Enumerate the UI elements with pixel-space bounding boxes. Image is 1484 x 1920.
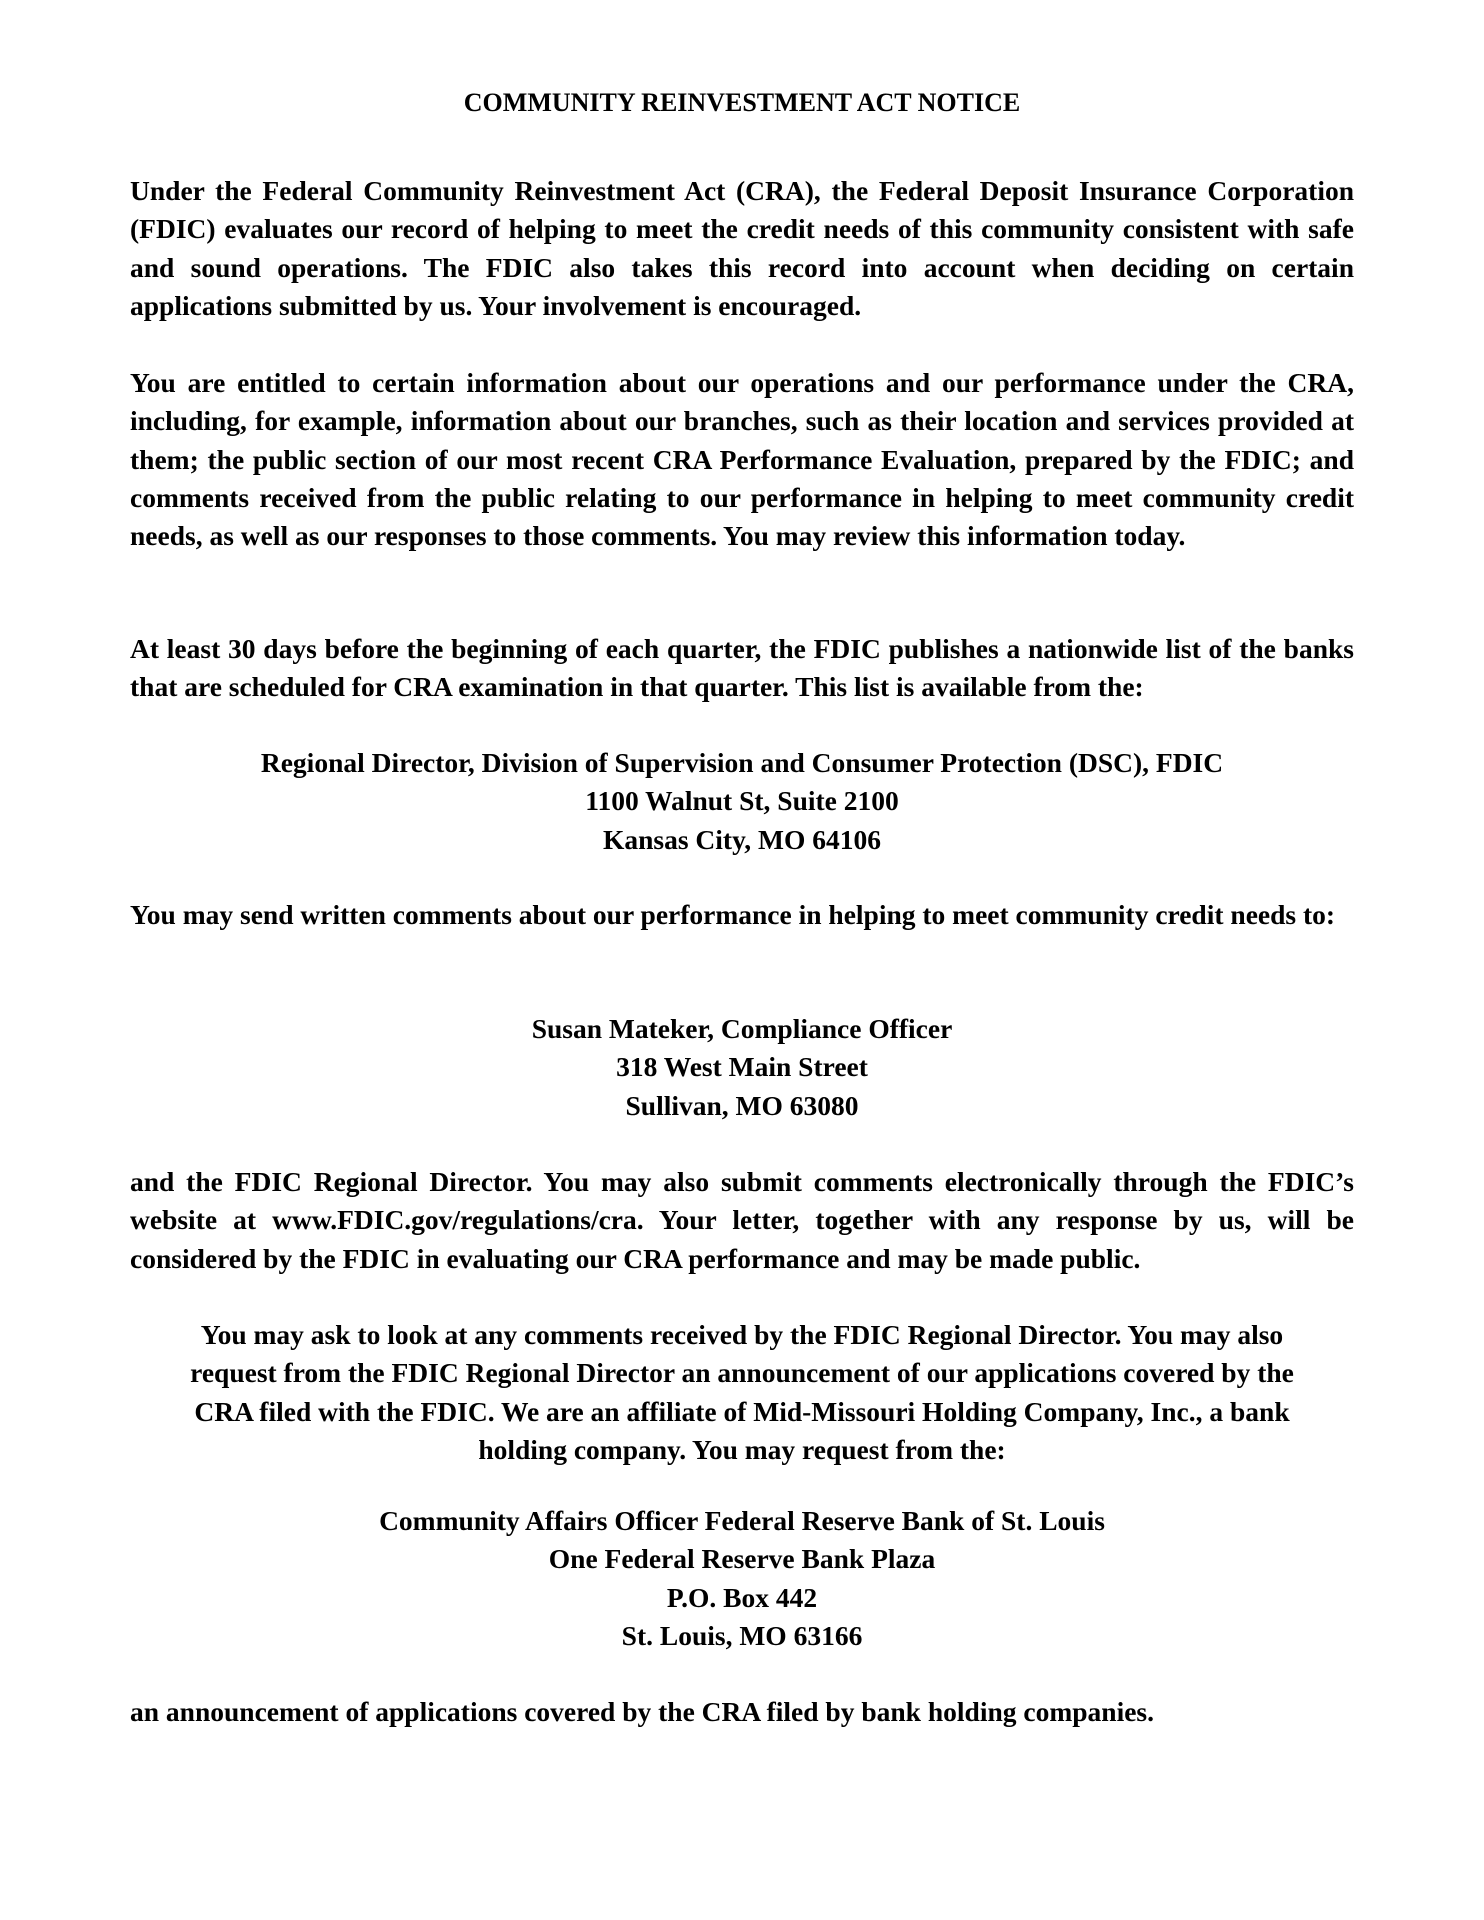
- paragraph-announcement: an announcement of applications covered by the CRA filed by bank holding companies.: [130, 1696, 1155, 1727]
- address-line: Community Affairs Officer Federal Reserve Bank of St. Louis: [379, 1505, 1105, 1536]
- address-line: St. Louis, MO 63166: [621, 1619, 863, 1651]
- address-line: One Federal Reserve Bank Plaza: [548, 1543, 936, 1575]
- paragraph-send-comments: You may send written comments about our performance in helping to meet community credit needs to:: [130, 899, 1336, 930]
- paragraph-holding-company: You may ask to look at any comments received by the FDIC Regional Director. You may also request from the FDIC Regional Director an announcement of our applications covered by the CRA filed with the FDIC. We are an affiliate of Mid-Missouri Holding Company, Inc., a bank holding company. You may request from the:: [190, 1319, 1294, 1465]
- paragraph-regional-director-comments: and the FDIC Regional Director. You may also submit comments electronically through the FDIC’s website at www.FDIC.gov/regulations/cra. Your letter, together with any response by us, will be considered by the FDIC in evaluating our CRA performance and may be made public.: [130, 1166, 1354, 1274]
- paragraph-cra-evaluation: Under the Federal Community Reinvestment Act (CRA), the Federal Deposit Insurance Corporation (FDIC) evaluates our record of helping to meet the credit needs of this community consistent with safe and sound operations. The FDIC also takes this record into account when deciding on certain applications submitted by us. Your involvement is encouraged.: [130, 175, 1354, 321]
- address-federal-reserve: [130, 1502, 1354, 1655]
- address-fdic-regional-director: [130, 744, 1354, 859]
- address-line: P.O. Box 442: [666, 1581, 818, 1613]
- paragraph-quarterly-list: At least 30 days before the beginning of each quarter, the FDIC publishes a nationwide list of the banks that are scheduled for CRA examination in that quarter. This list is available from the:: [130, 633, 1354, 703]
- address-line: 318 West Main Street: [616, 1051, 868, 1083]
- address-compliance-officer: [130, 1010, 1354, 1125]
- address-line: Susan Mateker, Compliance Officer: [531, 1013, 953, 1044]
- document-title: COMMUNITY REINVESTMENT ACT NOTICE: [463, 88, 1021, 117]
- address-line: Sullivan, MO 63080: [625, 1089, 859, 1121]
- paragraph-entitled-information: You are entitled to certain information about our operations and our performance under the CRA, including, for example, information about our branches, such as their location and services provided at them; the public section of our most recent CRA Performance Evaluation, prepared by the FDIC; and comments received from the public relating to our performance in helping to meet community credit needs, as well as our responses to those comments. You may review this information today.: [130, 367, 1354, 552]
- address-line: Kansas City, MO 64106: [602, 823, 882, 855]
- address-line: 1100 Walnut St, Suite 2100: [585, 785, 899, 817]
- address-line: Regional Director, Division of Supervision and Consumer Protection (DSC), FDIC: [260, 747, 1224, 778]
